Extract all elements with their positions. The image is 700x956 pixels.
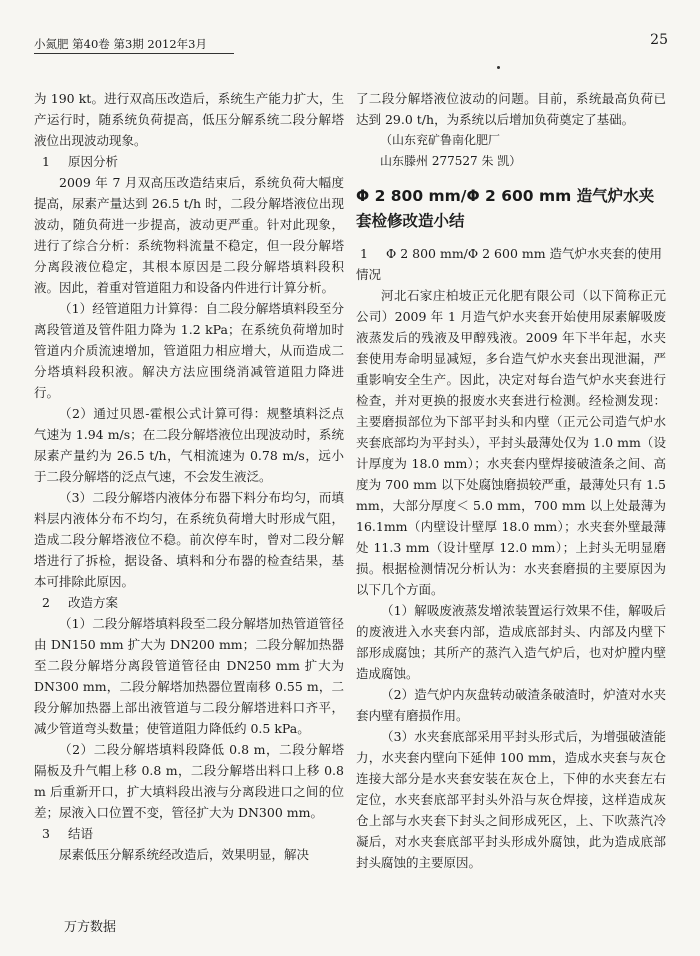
header-rule bbox=[34, 53, 234, 54]
paragraph-intro: 为 190 kt。进行双高压改造后，系统生产能力扩大，生产运行时，随系统负荷提高，低压分解系统二段分解塔液位出现波动现象。 bbox=[34, 91, 344, 148]
paragraph-conclusion: 尿素低压分解系统经改造后，效果明显，解决 bbox=[59, 847, 310, 862]
paragraph-cause: 2009 年 7 月双高压改造结束后，系统负荷大幅度提高，尿素产量达到 26.5 t/h 时，二段分解塔液位出现波动，随负荷进一步提高，波动更严重。针对此现象，进行了综合分析：系统物料流量不稳定，但一段分解塔分离段液位稳定，其根本原因是二段分解塔填料段积液。因此，着重对管道阻力和设备内件进行计算分析。 bbox=[34, 175, 344, 295]
page-number: 25 bbox=[650, 32, 668, 48]
print-speck bbox=[497, 66, 500, 69]
paragraph-cause-2: （2）通过贝恩-霍根公式计算可得：规整填料泛点气速为 1.94 m/s；在二段分解塔液位出现波动时，系统尿素产量约为 26.5 t/h，气相流速为 0.78 m/s，远小于二段分解塔的泛点气速，不会发生液泛。 bbox=[34, 406, 344, 484]
author-affiliation: （山东兖矿鲁南化肥厂 bbox=[380, 133, 501, 147]
paragraph-cause-1: （1）经管道阻力计算得：自二段分解塔填料段至分离段管道及管件阻力降为 1.2 kPa；在系统负荷增加时管道内介质流速增加，管道阻力相应增大，从而造成二分塔填料段积液。解决方法应围绕消减管道阻力降进行。 bbox=[34, 301, 344, 400]
section-heading-usage: 1 Φ 2 800 mm/Φ 2 600 mm 造气炉水夹套的使用情况 bbox=[356, 246, 663, 282]
journal-info: 小氮肥 第40卷 第3期 2012年3月 bbox=[34, 37, 207, 51]
right-column bbox=[356, 88, 666, 873]
section-heading-cause: 1 原因分析 bbox=[42, 154, 119, 169]
paragraph-cause-3: （3）二段分解塔内液体分布器下料分布均匀，而填料层内液体分布不均匀，在系统负荷增大时形成气阻，造成二段分解塔液位不稳。前次停车时，曾对二段分解塔进行了拆检，据设备、填料和分布器的检查结果，基本可排除此原因。 bbox=[34, 490, 344, 589]
paragraph-plan-2: （2）二段分解塔填料段降低 0.8 m，二段分解塔隔板及升气帽上移 0.8 m，二段分解塔出料口上移 0.8 m 后重新开口，扩大填料段出液与分离段进口之间的位差；尿液入口位置不变，管径扩大为 DN300 mm。 bbox=[34, 742, 344, 820]
section-heading-conclusion: 3 结语 bbox=[42, 826, 94, 841]
author-address: 山东滕州 277527 朱 凯） bbox=[380, 154, 522, 168]
paragraph-continued: 了二段分解塔液位波动的问题。目前，系统最高负荷已达到 29.0 t/h，为系统以后增加负荷奠定了基础。 bbox=[356, 91, 666, 127]
paragraph-reason-3: （3）水夹套底部采用平封头形式后，为增强破渣能力，水夹套内壁向下延伸 100 mm，造成水夹套与灰仓连接大部分是水夹套安装在灰仓上，下伸的水夹套左右定位，水夹套底部平封头外沿与灰仓焊接，这样造成灰仓上部与水夹套下封头之间形成死区，上、下吹蒸汽冷凝后，对水夹套底部平封头形成外腐蚀，此为造成底部封头腐蚀的主要原因。 bbox=[356, 729, 666, 870]
source-watermark: 万方数据 bbox=[64, 920, 117, 935]
section-heading-plan: 2 改造方案 bbox=[42, 595, 119, 610]
paragraph-reason-1: （1）解吸废液蒸发增浓装置运行效果不佳，解吸后的废液进入水夹套内部，造成底部封头、内部及内壁下部形成腐蚀；其所产的蒸汽入造气炉后，也对炉膛内壁造成腐蚀。 bbox=[356, 603, 666, 681]
running-header bbox=[34, 32, 668, 58]
article-title: Φ 2 800 mm/Φ 2 600 mm 造气炉水夹套检修改造小结 bbox=[356, 187, 655, 230]
paragraph-plan-1: （1）二段分解塔填料段至二段分解塔加热管道管径由 DN150 mm 扩大为 DN200 mm；二段分解加热器至二段分解塔分离段管道管径由 DN250 mm 扩大为 DN300 mm，二段分解塔加热器位置南移 0.55 m，二段分解加热器上部出液管道与二段分解塔进料口齐平，减少管道弯头数量；使管道阻力降低约 0.5 kPa。 bbox=[34, 616, 344, 736]
paragraph-usage: 河北石家庄柏坡正元化肥有限公司（以下简称正元公司）2009 年 1 月造气炉水夹套开始使用尿素解吸废液蒸发后的残液及甲醇残液。2009 年下半年起，水夹套使用寿命明显减短，多台造气炉水夹套出现泄漏，严重影响安全生产。因此，决定对每台造气炉水夹套进行检查，并对更换的报废水夹套进行检测。经检测发现：主要磨损部位为下部平封头和内壁（正元公司造气炉水夹套底部均为平封头），平封头最薄处仅为 1.0 mm（设计厚度为 18.0 mm）；水夹套内壁焊接破渣条之间、高度为 700 mm 以下处腐蚀磨损较严重，最薄处只有 1.5 mm，大部分厚度＜ 5.0 mm，700 mm 以上处最薄为 16.1mm（内壁设计壁厚 18.0 mm）；水夹套外壁最薄处 11.3 mm（设计壁厚 12.0 mm）；上封头无明显磨损。根据检测情况分析认为：水夹套磨损的主要原因为以下几个方面。 bbox=[356, 288, 666, 597]
paragraph-reason-2: （2）造气炉内灰盘转动破渣条破渣时，炉渣对水夹套内壁有磨损作用。 bbox=[356, 687, 666, 723]
left-column bbox=[34, 88, 344, 865]
